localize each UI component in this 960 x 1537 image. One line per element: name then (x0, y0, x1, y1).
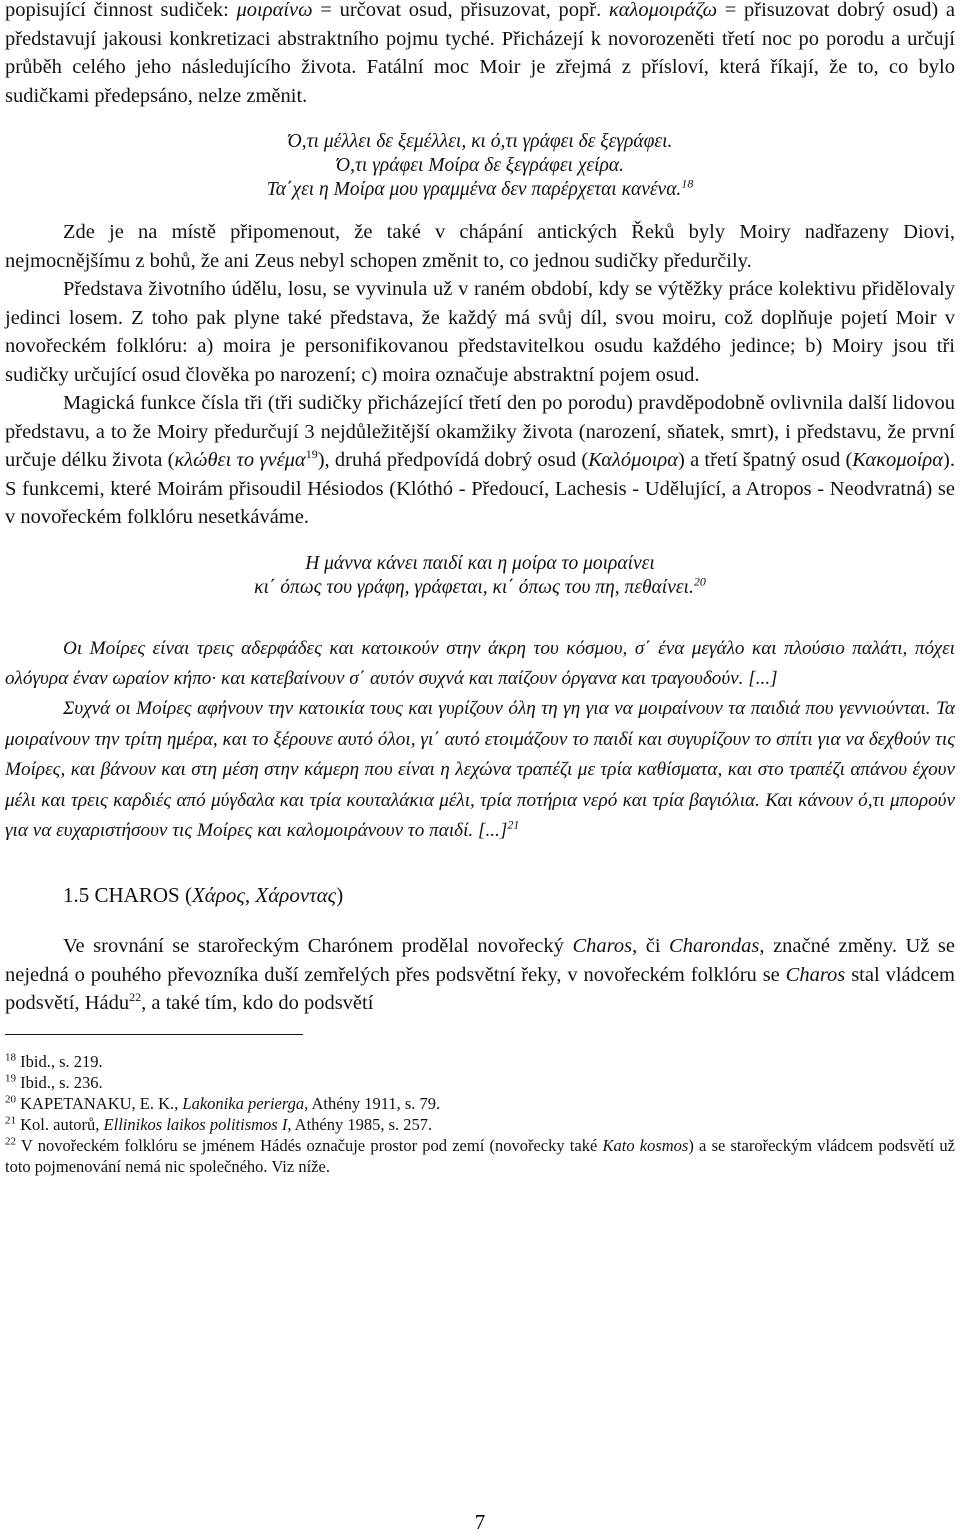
footnote-text: Athény 1911, s. 79. (308, 1093, 441, 1113)
heading-text: 1.5 CHAROS ( (63, 883, 192, 908)
text-run: Magická funkce čísla tři (tři sudičky přicházející třetí den po porodu) pravděpodobně ovlivnila další lidovou představu, a to že Moiry předurčují 3 nejdůležitější okamžiky života (narození, sňatek, smrt), i představu, že první určuje délku života ( (5, 392, 955, 471)
text-run: , a také tím, kdo do podsvětí (141, 992, 374, 1015)
verse-line (5, 576, 955, 600)
document-page (5, 0, 955, 1177)
footnote-ref[interactable]: 19 (305, 447, 318, 462)
proverb-line (5, 178, 955, 202)
heading-text: ) (336, 883, 344, 908)
text-run: ), druhá předpovídá dobrý osud ( (317, 449, 589, 471)
paragraph-magic-three (5, 389, 955, 532)
text-run: = určovat osud, přisuzovat, popř. (312, 0, 609, 21)
text-run: ) a třetí špatný osud ( (678, 449, 853, 471)
footnotes (5, 1051, 955, 1177)
text-run: Ve srovnání se starořeckým Charónem prodělal novořecký (63, 935, 573, 958)
footnote-18 (5, 1051, 955, 1072)
greek-term: Καλόμοιρα (588, 449, 678, 471)
proverb-quote (5, 130, 955, 202)
text-run: = přisuzovat dobrý osud) a představují jakousi konkretizaci abstraktního pojmu tyché. Přicházejí k novorozeněti třetí noc po porodu a určují průběh celého jeho následujícího života. Fatální moc Moir je zřejmá z přísloví, která říkají, že to, co bylo sudičkami předepsáno, nelze změnit. (5, 0, 956, 107)
footnote-text: Ibid., s. 219. (16, 1051, 103, 1071)
verse-line-text: κι΄ όπως του γράφη, γράφεται, κι΄ όπως του πη, πεθαίνει. (254, 576, 694, 598)
greek-term: μοιραίνω (236, 0, 313, 21)
paragraph-zeus: Zde je na místě připomenout, že také v chápání antických Řeků byly Moiry nadřazeny Diovi, nejmocnějšímu z bohů, že ani Zeus nebyl schopen změnit to, co jednou sudičky předurčily. (5, 221, 955, 272)
text-run: popisující činnost sudiček: (5, 0, 237, 21)
heading-greek: Χάρος (191, 883, 245, 908)
section-heading (63, 880, 955, 910)
page-number: 7 (474, 1510, 486, 1534)
footnote-21 (5, 1114, 955, 1135)
paragraph-moira-intro (5, 0, 955, 110)
footnote-number: 19 (5, 1072, 16, 1085)
footnote-number: 18 (5, 1051, 16, 1064)
text-run: , či (632, 935, 670, 958)
verse-quote (5, 552, 955, 600)
footnote-number: 20 (5, 1093, 16, 1106)
greek-term: Κακομοίρα (852, 449, 944, 471)
footnote-divider (5, 1034, 303, 1035)
footnote-number: 21 (5, 1114, 16, 1127)
proverb-line: Ό,τι μέλλει δε ξεμέλλει, κι ό,τι γράφει δε ξεγράφει. (287, 131, 673, 152)
footnote-ref[interactable]: 21 (507, 817, 520, 832)
footnote-text: V novořeckém folklóru se jménem Hádés označuje prostor pod zemí (novořecky také (16, 1135, 603, 1155)
greek-quote-paragraph (5, 694, 955, 846)
name-term: Charos (572, 935, 633, 958)
paragraph-lot: Představa životního údělu, losu, se vyvinula už v raném období, kdy se výtěžky práce kolektivu přidělovaly jedinci losem. Z toho pak plyne také představa, že každý má svůj díl, svou moiru, což doplňuje pojetí Moir v novořeckém folklóru: a) moira je personifikovanou představitelkou osudu každého jedince; b) Moiry jsou tři sudičky určující osud člověka po narození; c) moira označuje abstraktní pojem osud. (5, 278, 955, 386)
paragraph-charos (5, 932, 955, 1018)
footnote-title: Ellinikos laikos politismos I (103, 1114, 288, 1134)
footnote-text: ) a se starořeckým vládcem podsvětí už toto pojmenování nemá nic společného. Viz níže. (5, 1135, 956, 1176)
greek-quote-paragraph: Οι Μοίρες είναι τρεις αδερφάδες και κατοικούν στην άκρη του κόσμου, σ΄ ένα μεγάλο και πλούσιο παλάτι, πόχει ολόγυρα έναν ωραίον κήπο· και κατεβαίνουν σ΄ αυτόν συχνά και παίζουν όργανα και τραγουδούν. [...] (5, 637, 955, 689)
footnote-ref[interactable]: 18 (681, 176, 694, 191)
name-term: Charos (785, 963, 846, 986)
heading-text: , (244, 883, 256, 908)
text-run: , značné změny. Už se nejedná o pouhého převozníka duší zemřelých přes podsvětní řeky, v novořeckém folklóru se (5, 935, 955, 986)
footnote-number: 22 (5, 1135, 16, 1148)
footnote-text: Ibid., s. 236. (16, 1072, 103, 1092)
greek-term: κλώθει το γνέμα (174, 449, 306, 471)
footnote-term: Kato kosmos (602, 1135, 689, 1155)
footnote-text: KAPETANAKU, E. K., (16, 1093, 183, 1113)
greek-quote-text: Συχνά οι Μοίρες αφήνουν την κατοικία τους και γυρίζουν όλη τη γη για να μοιραίνουν τα παιδιά που γεννιούνται. Τα μοιραίνουν την τρίτη ημέρα, και το ξέρουνε αυτό όλοι, γι΄ αυτό ετοιμάζουν το παιδί και συγυρίζουν το σπίτι για να δεχθούν τις Μοίρες, και βάνουν και στη μέση στην κάμερη που είναι η λεχώνα τραπέζι με τρία καθίσματα, και στο τραπέζι απάνου έχουν μέλι και τρεις καρδιές από μύγδαλα και τρία κουταλάκια μέλι, τρία ποτήρια νερό και τρία βαγιόλια. Και κάνουν ό,τι μπορούν για να ευχαριστήσουν τις Μοίρες και καλομοιράνουν το παιδί. [...] (5, 698, 955, 841)
footnote-ref[interactable]: 22 (129, 990, 142, 1005)
proverb-line: Ό,τι γράφει Μοίρα δε ξεγράφει χείρα. (335, 155, 624, 176)
heading-greek: Χάροντας (255, 883, 337, 908)
footnote-19 (5, 1072, 955, 1093)
text-run: stal vládcem podsvětí, Hádu (5, 963, 956, 1015)
proverb-line-text: Τα΄χει η Μοίρα μου γραμμένα δεν παρέρχεται κανένα. (266, 179, 682, 200)
footnote-text: Kol. autorů, (16, 1114, 104, 1134)
verse-line: Η μάννα κάνει παιδί και η μοίρα το μοιραίνει (305, 552, 655, 574)
footnote-20 (5, 1093, 955, 1114)
text-run: ). S funkcemi, které Moirám přisoudil Hésiodos (Klóthó - Předoucí, Lachesis - Udělující, a Atropos - Neodvratná) se v novořeckém folklóru nesetkáváme. (5, 449, 955, 528)
footnote-title: Lakonika perierga, (182, 1093, 309, 1113)
footnote-text: , Athény 1985, s. 257. (287, 1114, 433, 1134)
footnote-ref[interactable]: 20 (693, 574, 706, 588)
footnote-22 (5, 1135, 955, 1177)
greek-term: καλομοιράζω (608, 0, 718, 21)
name-term: Charondas (669, 935, 760, 958)
